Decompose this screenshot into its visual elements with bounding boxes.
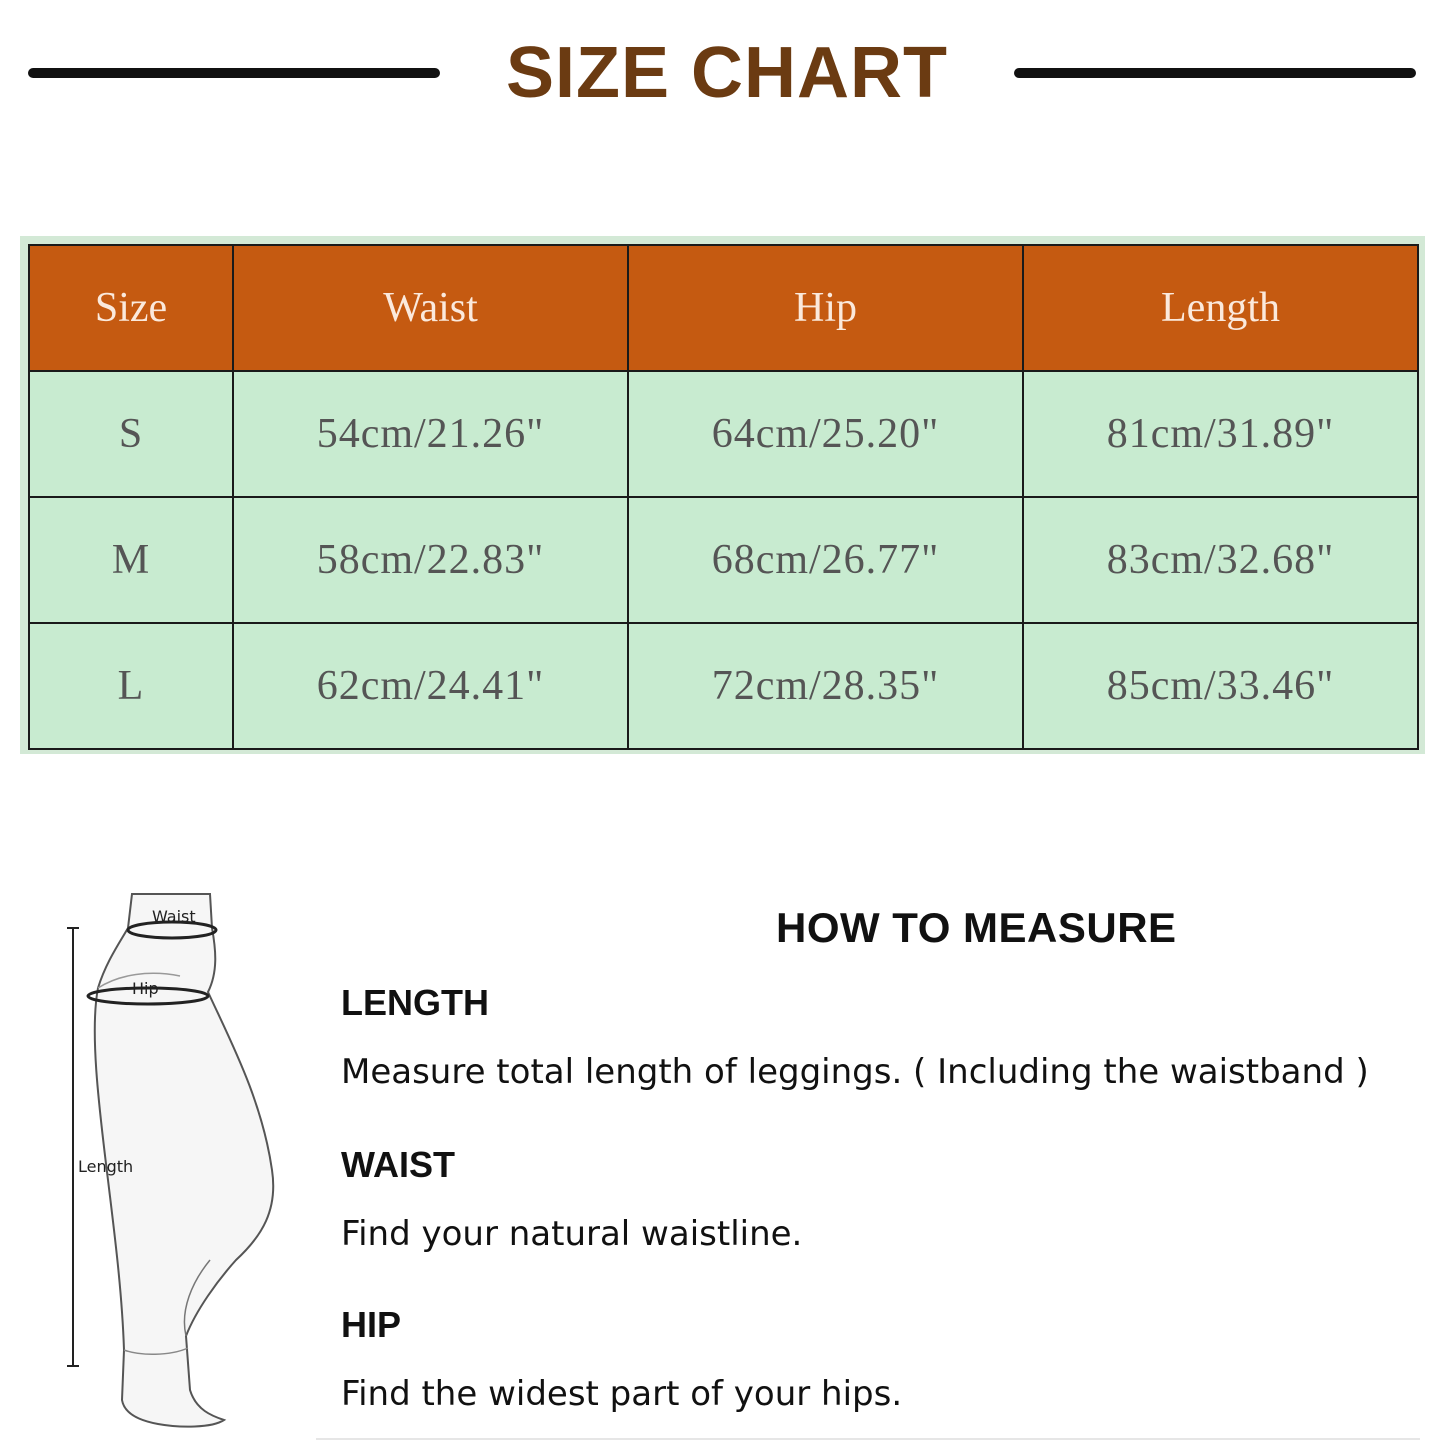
table-header-row	[29, 245, 1418, 371]
hip-cell: 72cm/28.35"	[628, 623, 1023, 749]
section-heading-waist: WAIST	[341, 1144, 455, 1185]
section-heading-hip: HIP	[341, 1304, 402, 1345]
page-title: SIZE CHART	[506, 33, 948, 113]
size-cell: L	[29, 623, 233, 749]
title-rule-left	[28, 68, 440, 78]
length-cell: 85cm/33.46"	[1023, 623, 1418, 749]
size-cell: S	[29, 371, 233, 497]
table-row	[29, 497, 1418, 623]
column-header-length: Length	[1023, 245, 1418, 371]
length-cell: 81cm/31.89"	[1023, 371, 1418, 497]
table-row	[29, 623, 1418, 749]
hip-cell: 64cm/25.20"	[628, 371, 1023, 497]
leggings-illustration	[40, 880, 300, 1440]
column-header-waist: Waist	[233, 245, 628, 371]
size-cell: M	[29, 497, 233, 623]
size-table	[28, 244, 1419, 750]
length-cell: 83cm/32.68"	[1023, 497, 1418, 623]
section-text-waist: Find your natural waistline.	[341, 1214, 803, 1254]
leggings-figure	[40, 880, 300, 1440]
table-row	[29, 371, 1418, 497]
size-table-frame	[20, 236, 1425, 754]
waist-cell: 54cm/21.26"	[233, 371, 628, 497]
bottom-divider	[316, 1438, 1420, 1440]
column-header-size: Size	[29, 245, 233, 371]
waist-cell: 62cm/24.41"	[233, 623, 628, 749]
hip-cell: 68cm/26.77"	[628, 497, 1023, 623]
section-text-hip: Find the widest part of your hips.	[341, 1374, 903, 1414]
hip-label: Hip	[132, 979, 159, 998]
section-heading-length: LENGTH	[341, 982, 489, 1023]
section-text-length: Measure total length of leggings. ( Including the waistband )	[341, 1052, 1369, 1092]
waist-cell: 58cm/22.83"	[233, 497, 628, 623]
length-label: Length	[78, 1157, 134, 1176]
how-to-measure-title: HOW TO MEASURE	[776, 904, 1177, 951]
column-header-hip: Hip	[628, 245, 1023, 371]
waist-label: Waist	[152, 907, 196, 926]
title-rule-right	[1014, 68, 1416, 78]
